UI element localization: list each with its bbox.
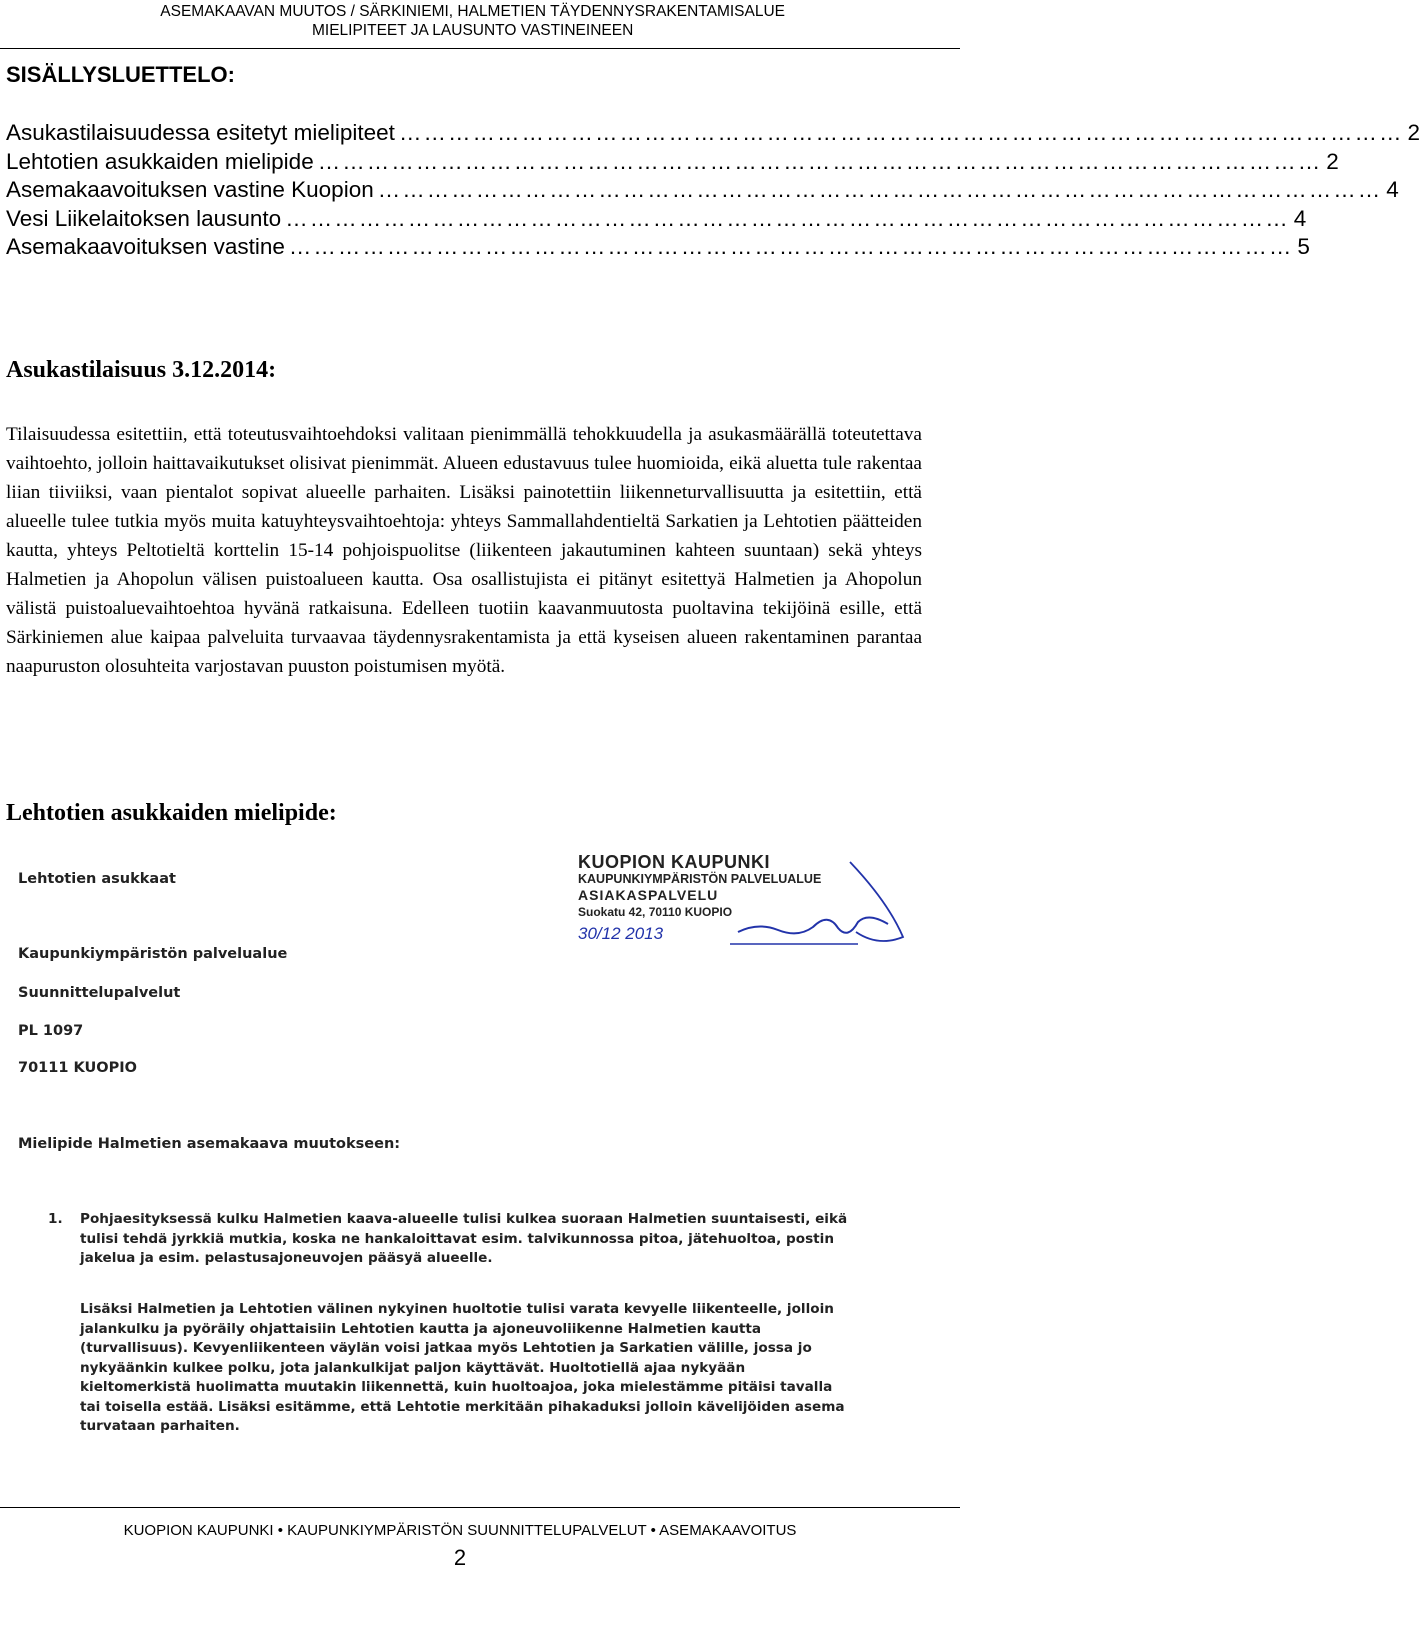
letter-recipient-line: Suunnittelupalvelut bbox=[18, 985, 181, 1001]
toc-item[interactable] bbox=[6, 148, 1339, 178]
page-number: 2 bbox=[453, 1545, 467, 1570]
signature-icon bbox=[738, 852, 908, 962]
table-of-contents bbox=[6, 120, 1420, 263]
received-stamp bbox=[578, 852, 908, 962]
toc-item[interactable] bbox=[6, 177, 1399, 206]
stamp-line-4: Suokatu 42, 70110 KUOPIO bbox=[578, 905, 733, 919]
letter-item-1-continued: Lisäksi Halmetien ja Lehtotien välinen nykyinen huoltotie tulisi varata kevyelle liikenteelle, jolloin jalankulku ja pyöräily ohjattaisiin Lehtotien kautta ja ajoneuvoliikenne Halmetien kautta (turvallisuus). Kevyenliikenteen väylän voisi jatkaa myös Lehtotien ja Sarkatien välille, jossa jo nykyäänkin kulkee polku, jota jalankulkijat paljon käyttävät. Huoltotiellä ajaa nykyään kieltomerkistä huolimatta muutakin liikennettä, kuin huoltoajoa, joka mielestämme pitäisi tavalla tai toisella estää. Lisäksi esitämme, että Lehtotie merkitään pihakaduksi jolloin kävelijöiden asema turvataan parhaiten. bbox=[80, 1301, 845, 1434]
stamp-line-1: KUOPION KAUPUNKI bbox=[578, 852, 771, 872]
toc-leader: …………………………………………………………………………………………………………… bbox=[285, 205, 1290, 231]
stamp-line-2: KAUPUNKIYMPÄRISTÖN PALVELUALUE bbox=[578, 872, 822, 886]
toc-item[interactable] bbox=[6, 120, 1420, 149]
item-text: Pohjaesityksessä kulku Halmetien kaava-alueelle tulisi kulkea suoraan Halmetien suuntaisesti, eikä tulisi tehdä jyrkkiä mutkia, koska ne hankaloittavat esim. talvikunnossa pitoa, jätehuoltoa, postin jakelua ja esim. pelastusajoneuvojen pääsyä alueelle. bbox=[80, 1211, 848, 1266]
toc-item-page: 5 bbox=[1297, 234, 1310, 259]
header-line-1: ASEMAKAAVAN MUUTOS / SÄRKINIEMI, HALMETIEN TÄYDENNYSRAKENTAMISALUE bbox=[160, 3, 785, 20]
toc-item-label: Lehtotien asukkaiden mielipide bbox=[6, 148, 314, 174]
toc-item[interactable] bbox=[6, 234, 1310, 263]
toc-leader: …………………………………………………………………………………………………………… bbox=[398, 120, 1404, 145]
section-title-lehtotien-mielipide: Lehtotien asukkaiden mielipide: bbox=[6, 800, 337, 826]
letter-recipient-line: PL 1097 bbox=[18, 1023, 84, 1039]
toc-item-page: 2 bbox=[1407, 120, 1420, 145]
letter-recipient-line: Kaupunkiympäristön palvelualue bbox=[18, 946, 288, 962]
toc-item-label: Asemakaavoituksen vastine bbox=[6, 234, 285, 259]
toc-item-page: 4 bbox=[1293, 205, 1307, 231]
stamp-date: 30/12 2013 bbox=[578, 924, 664, 943]
letter-subject: Mielipide Halmetien asemakaava muutokseen: bbox=[18, 1136, 401, 1152]
toc-item-label: Asemakaavoituksen vastine Kuopion bbox=[6, 177, 374, 202]
header-line-2: MIELIPITEET JA LAUSUNTO VASTINEINEEN bbox=[311, 22, 634, 39]
header-rule bbox=[0, 48, 960, 49]
toc-item[interactable] bbox=[6, 205, 1307, 235]
toc-item-label: Asukastilaisuudessa esitetyt mielipiteet bbox=[6, 120, 395, 145]
toc-item-page: 2 bbox=[1326, 148, 1339, 174]
scanned-letter bbox=[0, 840, 960, 1480]
toc-item-label: Vesi Liikelaitoksen lausunto bbox=[6, 205, 282, 231]
footer-text: KUOPION KAUPUNKI • KAUPUNKIYMPÄRISTÖN SUUNNITTELUPALVELUT • ASEMAKAAVOITUS bbox=[123, 1522, 797, 1539]
toc-title: SISÄLLYSLUETTELO: bbox=[6, 62, 235, 87]
letter-sender: Lehtotien asukkaat bbox=[18, 871, 176, 887]
section-title-asukastilaisuus: Asukastilaisuus 3.12.2014: bbox=[6, 357, 277, 383]
item-number: 1. bbox=[48, 1211, 63, 1227]
toc-leader: …………………………………………………………………………………………………………… bbox=[288, 234, 1294, 259]
footer-rule bbox=[0, 1507, 960, 1508]
section-body-asukastilaisuus: Tilaisuudessa esitettiin, että toteutusvaihtoehdoksi valitaan pienimmällä tehokkuudella ja asukasmäärällä toteutettava vaihtoehto, jolloin haittavaikutukset olisivat pienimmät. Alueen edustavuus tulee huomioida, eikä aluetta tule rakentaa liian tiiviiksi, vaan pientalot sopivat alueelle parhaiten. Lisäksi painotettiin liikenneturvallisuutta ja esitettiin, että alueelle tulee tutkia myös muita katuyhteysvaihtoehtoja: yhteys Sammallahdentieltä Sarkatien ja Lehtotien päätteiden kautta, yhteys Peltotieltä korttelin 15-14 pohjoispuolitse (liikenteen jakautuminen kahteen suuntaan) sekä yhteys Halmetien ja Ahopolun välisen puistoalueen kautta. Osa osallistujista ei pitänyt esitettyä Halmetien ja Ahopolun välistä puistoaluevaihtoehtoa hyvänä ratkaisuna. Edelleen tuotiin kaavanmuutosta puoltavina tekijöinä esille, että Särkiniemen alue kaipaa palveluita turvaavaa täydennysrakentamista ja että kyseisen alueen rakentaminen parantaa naapuruston olosuhteita varjostavan puuston poistumisen myötä. bbox=[6, 424, 922, 677]
stamp-line-3: ASIAKASPALVELU bbox=[578, 887, 719, 903]
toc-item-page: 4 bbox=[1386, 177, 1399, 202]
toc-leader: …………………………………………………………………………………………………………… bbox=[317, 148, 1323, 174]
toc-leader: …………………………………………………………………………………………………………… bbox=[377, 177, 1383, 202]
letter-recipient-line: 70111 KUOPIO bbox=[18, 1060, 137, 1076]
running-header bbox=[160, 2, 785, 40]
